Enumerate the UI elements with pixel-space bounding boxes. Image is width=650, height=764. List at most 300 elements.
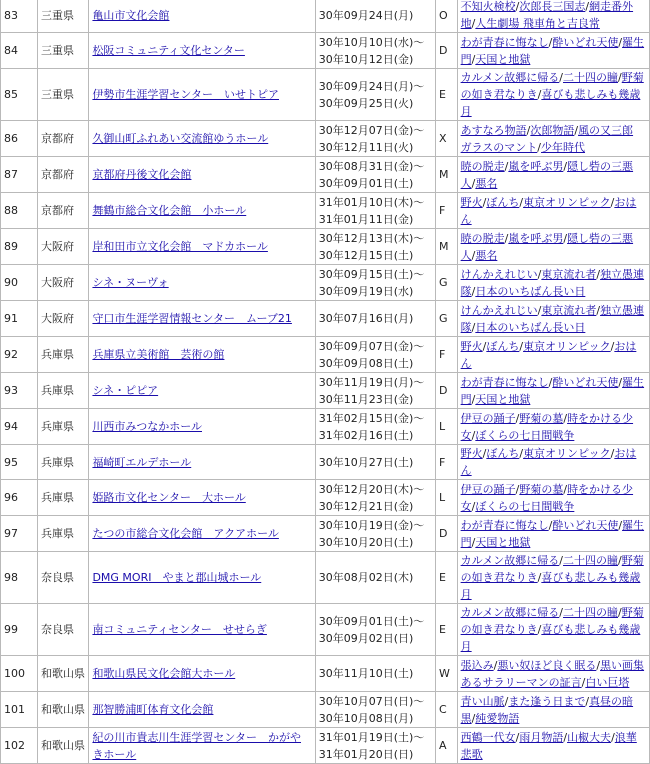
- film-link[interactable]: 暁の脱走: [460, 231, 505, 245]
- film-link[interactable]: 伊豆の踊子: [460, 482, 516, 496]
- separator: /: [559, 606, 564, 619]
- film-link[interactable]: 酔いどれ天使: [552, 375, 619, 389]
- row-number: 93: [1, 373, 38, 409]
- films-cell: [457, 728, 649, 764]
- films-cell: [457, 692, 649, 728]
- prefecture-cell: 三重県: [38, 33, 89, 69]
- table-row: [1, 656, 650, 692]
- separator: /: [563, 482, 568, 496]
- films-cell: [457, 301, 649, 337]
- separator: /: [610, 339, 615, 353]
- venue-link[interactable]: 紀の川市貴志川生涯学習センター かがやきホール: [92, 730, 301, 761]
- prefecture-cell: 兵庫県: [38, 516, 89, 552]
- venue-cell: [89, 33, 315, 69]
- film-link[interactable]: 隠し砦の三悪人: [460, 231, 634, 262]
- row-number: 89: [1, 229, 38, 265]
- film-link[interactable]: 山椒大夫: [567, 730, 612, 744]
- prefecture-cell: 三重県: [38, 69, 89, 121]
- film-link[interactable]: 純愛物語: [475, 711, 520, 725]
- separator: /: [559, 554, 564, 567]
- separator: /: [537, 303, 542, 317]
- film-link[interactable]: わが青春に悔なし: [460, 518, 549, 532]
- row-number: 90: [1, 265, 38, 301]
- film-link[interactable]: 隠し砦の三悪人: [460, 159, 634, 190]
- program-code: D: [436, 373, 458, 409]
- film-link[interactable]: 人生劇場 飛車角と吉良常: [475, 17, 600, 30]
- film-link[interactable]: 伊豆の踊子: [460, 411, 516, 425]
- film-link[interactable]: 時をかける少女: [460, 411, 634, 442]
- separator: /: [548, 375, 553, 389]
- date-cell: [315, 337, 435, 373]
- films-cell: [457, 604, 649, 656]
- separator: /: [596, 658, 601, 672]
- table-body: [1, 0, 650, 764]
- date-line: 30年10月08日(月): [318, 711, 414, 725]
- separator: /: [526, 123, 531, 137]
- date-line: 30年10月19日(金)〜: [318, 518, 425, 532]
- separator: /: [581, 675, 586, 689]
- separator: /: [504, 159, 509, 173]
- separator: /: [471, 52, 476, 66]
- program-code: L: [436, 480, 458, 516]
- venue-cell: [89, 516, 315, 552]
- venue-link[interactable]: 川西市みつなかホール: [92, 420, 202, 433]
- date-cell: [315, 301, 435, 337]
- film-link[interactable]: 羅生門: [460, 375, 645, 406]
- separator: /: [519, 447, 524, 460]
- date-cell: [315, 516, 435, 552]
- film-link[interactable]: 青い山脈: [460, 694, 505, 708]
- venue-cell: [89, 265, 315, 301]
- film-link[interactable]: 天国と地獄: [475, 535, 531, 549]
- date-line: 30年12月20日(木)〜: [318, 482, 425, 496]
- program-code: M: [436, 229, 458, 265]
- date-line: 30年09月24日(月): [318, 8, 414, 22]
- film-link[interactable]: 嵐を呼ぶ男: [508, 231, 564, 245]
- film-link[interactable]: 網走番外地: [460, 0, 634, 30]
- venue-link[interactable]: シネ・ヌーヴォ: [92, 276, 169, 289]
- date-line: 30年08月02日(木): [318, 571, 414, 584]
- table-row: [1, 480, 650, 516]
- film-link[interactable]: 次郎物語: [530, 123, 575, 137]
- date-line: 31年02月16日(土): [318, 428, 414, 442]
- prefecture-cell: 和歌山県: [38, 656, 89, 692]
- film-link[interactable]: 天国と地獄: [475, 52, 531, 66]
- film-link[interactable]: 野菊の如き君なりき: [460, 71, 644, 101]
- date-cell: [315, 0, 435, 33]
- program-code: D: [436, 516, 458, 552]
- separator: /: [515, 411, 520, 425]
- date-line: 30年09月19日(水): [318, 284, 414, 298]
- venue-link[interactable]: 亀山市文化会館: [92, 8, 170, 22]
- table-row: [1, 301, 650, 337]
- venue-link[interactable]: 岸和田市立文化会館 マドカホール: [92, 240, 268, 253]
- film-link[interactable]: ぼんち: [486, 447, 520, 460]
- film-link[interactable]: 悪名: [475, 248, 498, 262]
- table-row: [1, 604, 650, 656]
- venue-cell: [89, 692, 315, 728]
- film-link[interactable]: 酔いどれ天使: [552, 35, 619, 49]
- films-cell: [457, 337, 649, 373]
- table-row: [1, 69, 650, 121]
- row-number: 94: [1, 409, 38, 445]
- row-number: 102: [1, 728, 38, 764]
- program-code: O: [436, 0, 458, 33]
- film-link[interactable]: 風の又三郎 ガラスのマント: [460, 123, 634, 154]
- table-row: [1, 728, 650, 764]
- film-link[interactable]: 少年時代: [541, 140, 586, 154]
- separator: /: [611, 730, 615, 744]
- separator: /: [471, 392, 476, 406]
- venue-cell: [89, 121, 315, 157]
- film-link[interactable]: あすなろ物語: [460, 123, 527, 137]
- date-line: 30年10月20日(土): [318, 535, 414, 549]
- films-cell: [457, 265, 649, 301]
- venue-link[interactable]: 舞鶴市総合文化会館 小ホール: [92, 204, 247, 217]
- separator: /: [537, 623, 542, 636]
- film-link[interactable]: 時をかける少女: [460, 482, 634, 513]
- date-cell: [315, 193, 435, 229]
- film-link[interactable]: 野火: [460, 195, 483, 209]
- film-link[interactable]: けんかえれじい: [460, 303, 538, 317]
- films-cell: [457, 409, 649, 445]
- date-cell: [315, 69, 435, 121]
- date-line: 30年11月23日(金): [318, 392, 414, 406]
- row-number: 97: [1, 516, 38, 552]
- date-line: 30年11月10日(土): [318, 667, 414, 680]
- program-code: A: [436, 728, 458, 764]
- date-line: 31年01月10日(木)〜: [318, 195, 425, 209]
- film-link[interactable]: カルメン故郷に帰る: [460, 554, 560, 567]
- row-number: 86: [1, 121, 38, 157]
- film-link[interactable]: 日本のいちばん長い日: [475, 284, 586, 298]
- separator: /: [585, 694, 590, 708]
- date-cell: [315, 656, 435, 692]
- table-row: [1, 193, 650, 229]
- separator: /: [537, 267, 542, 281]
- table-row: [1, 552, 650, 604]
- table-row: [1, 121, 650, 157]
- program-code: M: [436, 157, 458, 193]
- prefecture-cell: 兵庫県: [38, 409, 89, 445]
- film-link[interactable]: 野火: [460, 339, 483, 353]
- film-link[interactable]: 嵐を呼ぶ男: [508, 159, 564, 173]
- separator: /: [537, 571, 542, 584]
- films-cell: [457, 516, 649, 552]
- film-link[interactable]: わが青春に悔なし: [460, 375, 549, 389]
- row-number: 85: [1, 69, 38, 121]
- film-link[interactable]: 野菊の如き君なりき: [460, 554, 644, 584]
- prefecture-cell: 三重県: [38, 0, 89, 33]
- film-link[interactable]: 酔いどれ天使: [552, 518, 619, 532]
- venue-cell: [89, 409, 315, 445]
- separator: /: [610, 447, 615, 460]
- films-cell: [457, 480, 649, 516]
- venue-link[interactable]: 久御山町ふれあい交流館ゆうホール: [92, 132, 269, 145]
- program-code: W: [436, 656, 458, 692]
- separator: /: [563, 411, 568, 425]
- separator: /: [504, 231, 509, 245]
- date-line: 30年09月07日(金)〜: [318, 339, 425, 353]
- film-link[interactable]: おはん: [460, 447, 637, 477]
- film-link[interactable]: 雨月物語: [519, 730, 564, 744]
- venue-link[interactable]: DMG MORI やまと郡山城ホール: [92, 571, 262, 584]
- table-row: [1, 516, 650, 552]
- film-link[interactable]: 羅生門: [460, 35, 645, 66]
- film-link[interactable]: 喜びも悲しみも幾歳月: [460, 88, 641, 118]
- date-line: 30年09月24日(月)〜: [318, 79, 425, 93]
- film-link[interactable]: ぼんち: [486, 339, 520, 353]
- date-line: 30年12月13日(木)〜: [318, 231, 425, 245]
- date-line: 30年12月15日(土): [318, 248, 414, 262]
- separator: /: [471, 428, 476, 442]
- date-line: 30年08月31日(金)〜: [318, 159, 425, 173]
- separator: /: [618, 375, 623, 389]
- separator: /: [515, 0, 520, 13]
- film-link[interactable]: おはん: [460, 339, 637, 370]
- venue-cell: [89, 373, 315, 409]
- separator: /: [618, 554, 622, 567]
- separator: /: [563, 231, 568, 245]
- program-code: L: [436, 409, 458, 445]
- film-link[interactable]: 日本のいちばん長い日: [475, 320, 586, 334]
- row-number: 98: [1, 552, 38, 604]
- venue-link[interactable]: 守口市生涯学習情報センター ムーブ21: [92, 312, 292, 325]
- film-link[interactable]: 東京流れ者: [541, 303, 597, 317]
- separator: /: [618, 71, 622, 84]
- venue-link[interactable]: たつの市総合文化会館 アクアホール: [92, 527, 279, 540]
- film-link[interactable]: けんかえれじい: [460, 267, 538, 281]
- separator: /: [482, 339, 487, 353]
- program-code: G: [436, 265, 458, 301]
- film-link[interactable]: 独立愚連隊: [460, 303, 645, 334]
- separator: /: [471, 711, 476, 725]
- separator: /: [515, 730, 520, 744]
- prefecture-cell: 京都府: [38, 121, 89, 157]
- separator: /: [563, 159, 568, 173]
- date-cell: [315, 604, 435, 656]
- film-link[interactable]: 野菊の墓: [519, 482, 564, 496]
- date-line: 30年12月07日(金)〜: [318, 123, 425, 137]
- film-link[interactable]: 東京オリンピック: [523, 447, 611, 460]
- film-link[interactable]: ぼんち: [486, 195, 520, 209]
- film-link[interactable]: 二十四の瞳: [563, 606, 619, 619]
- venue-link[interactable]: 福崎町エルデホール: [92, 455, 192, 469]
- films-cell: [457, 373, 649, 409]
- prefecture-cell: 兵庫県: [38, 373, 89, 409]
- separator: /: [482, 447, 487, 460]
- film-link[interactable]: 二十四の瞳: [563, 554, 619, 567]
- date-line: 30年07月16日(月): [318, 312, 414, 325]
- film-link[interactable]: 喜びも悲しみも幾歳月: [460, 623, 641, 653]
- films-cell: [457, 656, 649, 692]
- film-link[interactable]: 黒い画集 あるサラリーマンの証言: [460, 658, 645, 689]
- films-cell: [457, 0, 649, 33]
- program-code: G: [436, 301, 458, 337]
- date-line: 30年09月15日(土)〜: [318, 267, 425, 281]
- film-link[interactable]: 独立愚連隊: [460, 267, 645, 298]
- date-cell: [315, 728, 435, 764]
- film-link[interactable]: 悪名: [475, 176, 498, 190]
- film-link[interactable]: カルメン故郷に帰る: [460, 606, 560, 619]
- film-link[interactable]: 白い巨塔: [585, 675, 630, 689]
- films-cell: [457, 193, 649, 229]
- row-number: 100: [1, 656, 38, 692]
- prefecture-cell: 大阪府: [38, 301, 89, 337]
- separator: /: [504, 694, 509, 708]
- films-cell: [457, 33, 649, 69]
- film-link[interactable]: おはん: [460, 195, 637, 226]
- date-line: 30年12月11日(火): [318, 140, 414, 154]
- program-code: X: [436, 121, 458, 157]
- prefecture-cell: 兵庫県: [38, 480, 89, 516]
- separator: /: [618, 35, 623, 49]
- film-link[interactable]: 東京オリンピック: [523, 339, 611, 353]
- row-number: 83: [1, 0, 38, 33]
- date-cell: [315, 445, 435, 480]
- table-row: [1, 409, 650, 445]
- film-link[interactable]: 二十四の瞳: [563, 71, 619, 84]
- venue-link[interactable]: 南コミュニティセンター せせらぎ: [92, 623, 267, 636]
- film-link[interactable]: 真昼の暗黒: [460, 694, 634, 725]
- program-code: F: [436, 445, 458, 480]
- row-number: 84: [1, 33, 38, 69]
- table-row: [1, 265, 650, 301]
- date-line: 30年09月25日(火): [318, 96, 414, 110]
- table-row: [1, 229, 650, 265]
- date-line: 30年09月02日(日): [318, 631, 414, 645]
- program-code: D: [436, 33, 458, 69]
- separator: /: [482, 195, 487, 209]
- separator: /: [519, 339, 524, 353]
- separator: /: [574, 123, 579, 137]
- separator: /: [471, 248, 476, 262]
- film-link[interactable]: 浪華悲歌: [460, 730, 637, 761]
- films-cell: [457, 157, 649, 193]
- program-code: F: [436, 193, 458, 229]
- prefecture-cell: 京都府: [38, 193, 89, 229]
- date-cell: [315, 373, 435, 409]
- table-row: [1, 0, 650, 33]
- row-number: 96: [1, 480, 38, 516]
- separator: /: [537, 88, 542, 101]
- films-cell: [457, 69, 649, 121]
- separator: /: [548, 35, 553, 49]
- film-link[interactable]: 悪い奴ほど良く眠る: [497, 658, 597, 672]
- separator: /: [471, 320, 476, 334]
- venue-link[interactable]: 和歌山県民文化会館大ホール: [92, 667, 236, 680]
- prefecture-cell: 和歌山県: [38, 728, 89, 764]
- film-link[interactable]: 東京オリンピック: [523, 195, 611, 209]
- table-row: [1, 373, 650, 409]
- films-cell: [457, 552, 649, 604]
- venue-cell: [89, 337, 315, 373]
- date-cell: [315, 692, 435, 728]
- separator: /: [537, 140, 542, 154]
- film-link[interactable]: 羅生門: [460, 518, 645, 549]
- film-link[interactable]: ぼくらの七日間戦争: [475, 499, 575, 513]
- program-code: E: [436, 604, 458, 656]
- table-row: [1, 33, 650, 69]
- date-cell: [315, 121, 435, 157]
- venue-cell: [89, 69, 315, 121]
- date-line: 30年11月19日(月)〜: [318, 375, 425, 389]
- venue-link[interactable]: シネ・ピピア: [92, 384, 159, 397]
- date-line: 30年09月01日(土)〜: [318, 614, 425, 628]
- prefecture-cell: 奈良県: [38, 552, 89, 604]
- film-link[interactable]: カルメン故郷に帰る: [460, 71, 560, 84]
- film-link[interactable]: 喜びも悲しみも幾歳月: [460, 571, 641, 601]
- venue-link[interactable]: 兵庫県立美術館 芸術の館: [92, 348, 225, 361]
- separator: /: [515, 482, 520, 496]
- date-cell: [315, 229, 435, 265]
- film-link[interactable]: 東京流れ者: [541, 267, 597, 281]
- program-code: F: [436, 337, 458, 373]
- separator: /: [548, 518, 553, 532]
- separator: /: [596, 303, 601, 317]
- prefecture-cell: 京都府: [38, 157, 89, 193]
- date-cell: [315, 33, 435, 69]
- film-link[interactable]: 西鶴一代女: [460, 730, 516, 744]
- venue-link[interactable]: 松阪コミュニティ文化センター: [92, 44, 245, 57]
- film-link[interactable]: 野菊の如き君なりき: [460, 606, 644, 636]
- separator: /: [471, 284, 476, 298]
- film-link[interactable]: 張込み: [460, 658, 494, 672]
- program-code: C: [436, 692, 458, 728]
- venue-cell: [89, 552, 315, 604]
- row-number: 88: [1, 193, 38, 229]
- date-cell: [315, 265, 435, 301]
- date-line: 30年10月07日(日)〜: [318, 694, 425, 708]
- date-cell: [315, 409, 435, 445]
- venue-link[interactable]: 那智勝浦町体育文化会館: [92, 703, 214, 716]
- venue-cell: [89, 656, 315, 692]
- films-cell: [457, 445, 649, 480]
- row-number: 87: [1, 157, 38, 193]
- film-link[interactable]: 野火: [460, 447, 483, 460]
- program-code: E: [436, 552, 458, 604]
- film-link[interactable]: 野菊の墓: [519, 411, 564, 425]
- venue-cell: [89, 0, 315, 33]
- film-link[interactable]: 不知火検校: [460, 0, 516, 13]
- date-line: 30年10月10日(水)〜: [318, 35, 425, 49]
- venue-link[interactable]: 伊勢市生涯学習センター いせトピア: [92, 88, 279, 101]
- film-link[interactable]: 天国と地獄: [475, 392, 531, 406]
- film-link[interactable]: 次郎長三国志: [519, 0, 586, 13]
- film-link[interactable]: また逢う日まで: [508, 694, 586, 708]
- film-link[interactable]: わが青春に悔なし: [460, 35, 549, 49]
- venue-link[interactable]: 姫路市文化センター 大ホール: [92, 491, 246, 504]
- date-line: 30年12月21日(金): [318, 499, 414, 513]
- venue-link[interactable]: 京都府丹後文化会館: [92, 168, 192, 181]
- prefecture-cell: 大阪府: [38, 229, 89, 265]
- separator: /: [471, 535, 476, 549]
- separator: /: [559, 71, 564, 84]
- date-line: 31年02月15日(金)〜: [318, 411, 425, 425]
- prefecture-cell: 兵庫県: [38, 337, 89, 373]
- date-cell: [315, 157, 435, 193]
- separator: /: [596, 267, 601, 281]
- separator: /: [563, 730, 568, 744]
- film-link[interactable]: ぼくらの七日間戦争: [475, 428, 575, 442]
- row-number: 95: [1, 445, 38, 480]
- venue-cell: [89, 604, 315, 656]
- separator: /: [610, 195, 615, 209]
- films-cell: [457, 229, 649, 265]
- date-line: 31年01月19日(土)〜: [318, 730, 425, 744]
- film-link[interactable]: 暁の脱走: [460, 159, 505, 173]
- separator: /: [471, 176, 476, 190]
